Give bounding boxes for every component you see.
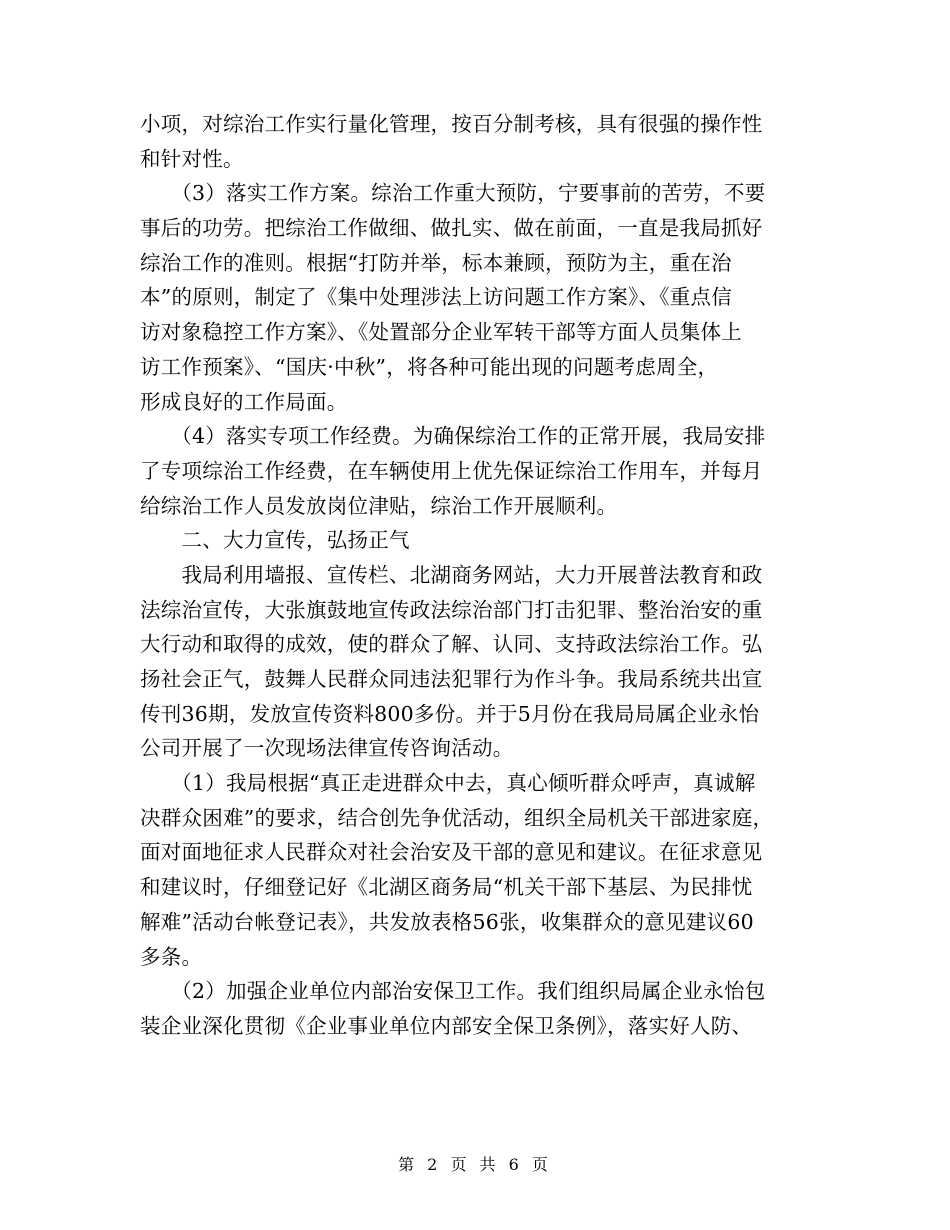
page-number-footer: 第 2 页 共 6 页 xyxy=(398,1155,552,1174)
document-body xyxy=(140,107,815,1044)
text-line: 公司开展了一次现场法律宣传咨询活动。 xyxy=(140,736,514,761)
text-line: 访对象稳控工作方案》、《处置部分企业军转干部等方面人员集体上 xyxy=(140,320,742,345)
text-line: （3）落实工作方案。综治工作重大预防，宁要事前的苦劳，不要 xyxy=(140,181,766,206)
text-line: 解难”活动台帐登记表》，共发放表格56张，收集群众的意见建议60 xyxy=(140,909,754,934)
text-line: 给综治工作人员发放岗位津贴，综治工作开展顺利。 xyxy=(140,493,618,518)
text-line: 形成良好的工作局面。 xyxy=(140,389,348,414)
text-line: 和针对性。 xyxy=(140,146,244,171)
text-line: 了专项综治工作经费，在车辆使用上优先保证综治工作用车，并每月 xyxy=(140,458,763,483)
text-line: 大行动和取得的成效，使的群众了解、认同、支持政法综治工作。弘 xyxy=(140,632,763,657)
text-line: 装企业深化贯彻《企业事业单位内部安全保卫条例》，落实好人防、 xyxy=(140,1013,753,1038)
text-line: 多条。 xyxy=(140,944,203,969)
text-line: 传刊36期，发放宣传资料800多份。并于5月份在我局局属企业永怡 xyxy=(140,701,760,726)
section-heading: 二、大力宣传，弘扬正气 xyxy=(140,528,410,553)
text-line: （1）我局根据“真正走进群众中去，真心倾听群众呼声，真诚解 xyxy=(140,771,756,796)
text-line: 综治工作的准则。根据“打防并举，标本兼顾，预防为主，重在治 xyxy=(140,250,732,275)
text-line: （4）落实专项工作经费。为确保综治工作的正常开展，我局安排 xyxy=(140,424,766,449)
text-line: 小项，对综治工作实行量化管理，按百分制考核，具有很强的操作性 xyxy=(140,112,763,136)
text-line: 事后的功劳。把综治工作做细、做扎实、做在前面，一直是我局抓好 xyxy=(140,216,763,241)
text-line: 我局利用墙报、宣传栏、北湖商务网站，大力开展普法教育和政 xyxy=(140,562,763,587)
text-line: 扬社会正气，鼓舞人民群众同违法犯罪行为作斗争。我局系统共出宣 xyxy=(140,667,763,691)
text-line: 法综治宣传，大张旗鼓地宣传政法综治部门打击犯罪、整治治安的重 xyxy=(140,597,763,622)
text-line: 面对面地征求人民群众对社会治安及干部的意见和建议。在征求意见 xyxy=(140,840,763,865)
text-line: 和建议时，仔细登记好《北湖区商务局“机关干部下基层、为民排忧 xyxy=(140,875,753,900)
text-line: （2）加强企业单位内部治安保卫工作。我们组织局属企业永怡包 xyxy=(140,979,766,1004)
text-line: 本”的原则，制定了《集中处理涉法上访问题工作方案》、《重点信 xyxy=(140,285,732,310)
text-line: 访工作预案》、“国庆·中秋”，将各种可能出现的问题考虑周全， xyxy=(140,354,719,379)
text-line: 决群众困难”的要求，结合创先争优活动，组织全局机关干部进家庭， xyxy=(140,805,774,830)
